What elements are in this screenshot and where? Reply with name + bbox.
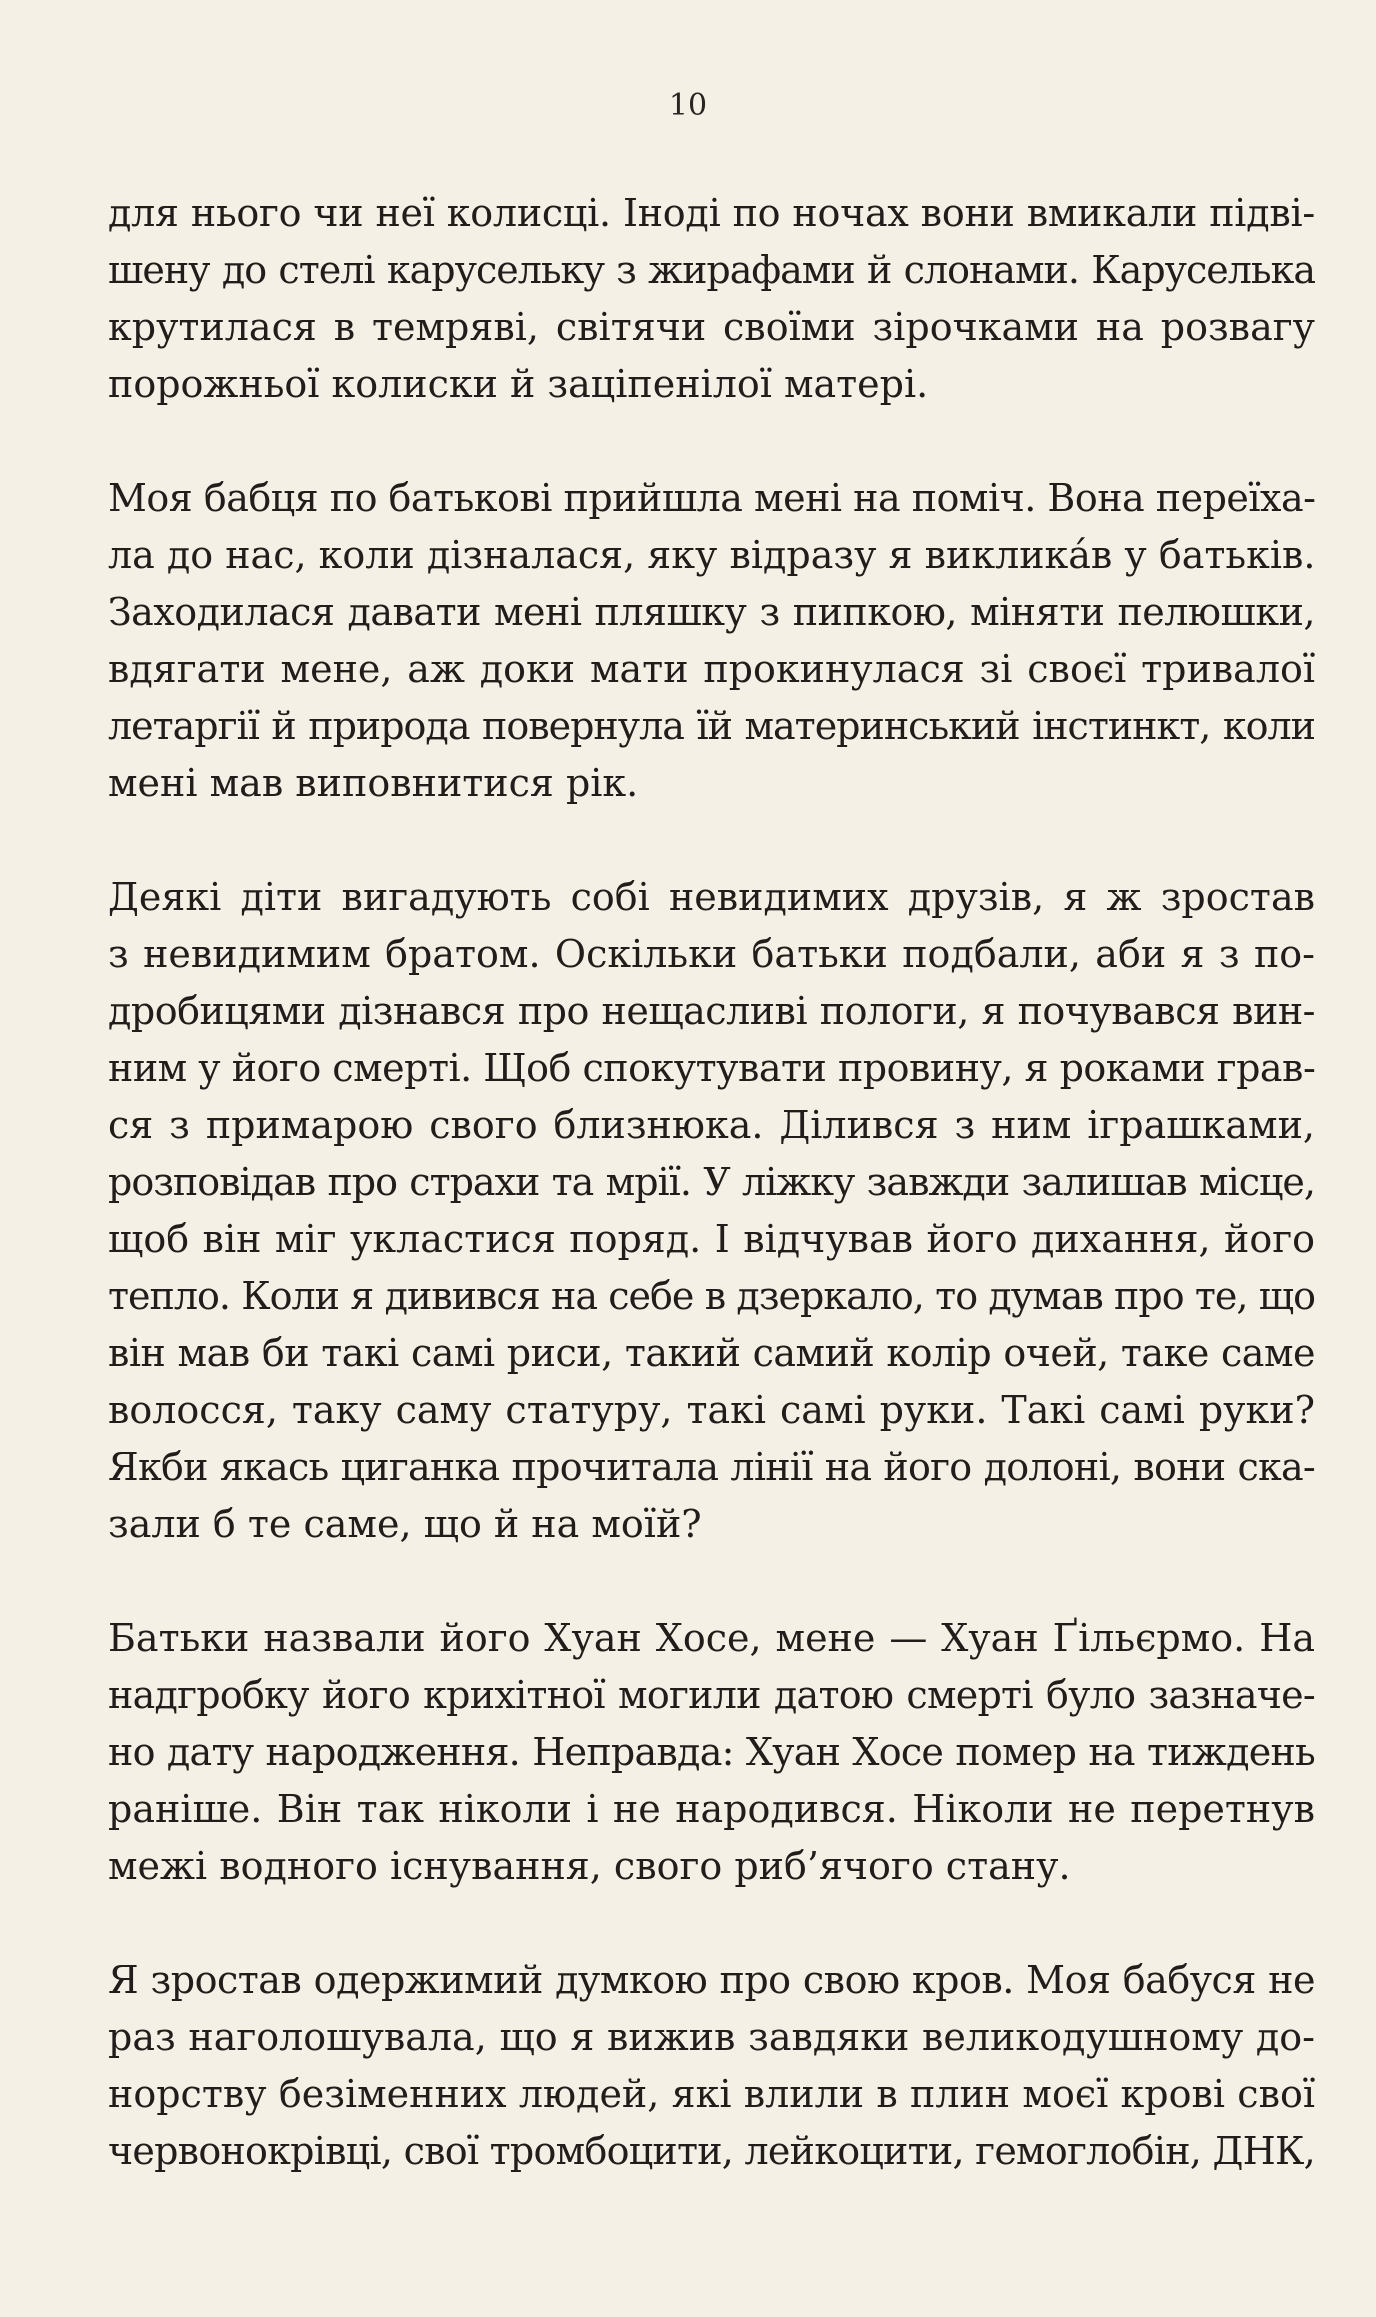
text-line: Моя бабця по батькові прийшла мені на поміч. Вона переїха- xyxy=(108,476,1315,520)
paragraph xyxy=(108,1610,1315,1895)
text-line: дробицями дізнався про нещасливі пологи, я почувався вин- xyxy=(108,989,1315,1033)
text-line: волосся, таку саму статуру, такі самі руки. Такі самі руки? xyxy=(108,1388,1315,1432)
text-line: ним у його смерті. Щоб спокутувати провину, я роками грав- xyxy=(108,1046,1315,1090)
text-line: порожньої колиски й заціпенілої матері. xyxy=(108,362,929,406)
text-line: ла до нас, коли дізналася, яку відразу я викликáв у батьків. xyxy=(108,533,1315,577)
text-line: з невидимим братом. Оскільки батьки подбали, аби я з по- xyxy=(108,932,1315,976)
paragraph xyxy=(108,869,1315,1553)
text-line: раніше. Він так ніколи і не народився. Ніколи не перетнув xyxy=(108,1787,1315,1831)
text-line: но дату народження. Неправда: Хуан Хосе помер на тиждень xyxy=(108,1730,1315,1774)
text-line: крутилася в темряві, світячи своїми зірочками на розвагу xyxy=(108,305,1315,349)
text-line: щоб він міг укластися поряд. І відчував його дихання, його xyxy=(108,1217,1315,1261)
text-line: розповідав про страхи та мрії. У ліжку завжди залишав місце, xyxy=(108,1160,1315,1204)
text-line: Деякі діти вигадують собі невидимих друзів, я ж зростав xyxy=(108,875,1315,919)
text-line: він мав би такі самі риси, такий самий колір очей, таке саме xyxy=(108,1331,1315,1375)
text-line: зали б те саме, що й на моїй? xyxy=(108,1502,702,1546)
text-line: норству безіменних людей, які влили в плин моєї крові свої xyxy=(108,2072,1315,2116)
text-line: червонокрівці, свої тромбоцити, лейкоцити, гемоглобін, ДНК, xyxy=(108,2129,1315,2173)
paragraph xyxy=(108,185,1315,413)
text-line: шену до стелі каруселькy з жирафами й слонами. Каруселька xyxy=(108,248,1315,292)
text-line: Я зростав одержимий думкою про свою кров. Моя бабуся не xyxy=(108,1958,1315,2002)
text-line: раз наголошувала, що я вижив завдяки великодушному до- xyxy=(108,2015,1315,2059)
text-line: ся з примарою свого близнюка. Ділився з ним іграшками, xyxy=(108,1103,1315,1147)
text-line: вдягати мене, аж доки мати прокинулася зі своєї тривалої xyxy=(108,647,1315,691)
text-line: для нього чи неї колисці. Іноді по ночах вони вмикали підві- xyxy=(108,191,1315,235)
text-line: Якби якась циганка прочитала лінії на його долоні, вони ска- xyxy=(108,1445,1315,1489)
page-number: 10 xyxy=(668,88,708,123)
text-line: Батьки назвали його Хуан Хосе, мене — Хуан Ґільєрмо. На xyxy=(108,1616,1315,1660)
text-line: тепло. Коли я дивився на себе в дзеркало, то думав про те, що xyxy=(108,1274,1315,1318)
text-line: надгробку його крихітної могили датою смерті було зазначе- xyxy=(108,1673,1315,1717)
text-line: межі водного існування, свого риб’ячого стану. xyxy=(108,1844,1071,1888)
body-text xyxy=(108,185,1315,2180)
text-line: летаргії й природа повернула їй материнський інстинкт, коли xyxy=(108,704,1315,748)
text-line: Заходилася давати мені пляшку з пипкою, міняти пелюшки, xyxy=(108,590,1315,634)
text-line: мені мав виповнитися рік. xyxy=(108,761,639,805)
paragraph xyxy=(108,1952,1315,2180)
paragraph xyxy=(108,470,1315,812)
